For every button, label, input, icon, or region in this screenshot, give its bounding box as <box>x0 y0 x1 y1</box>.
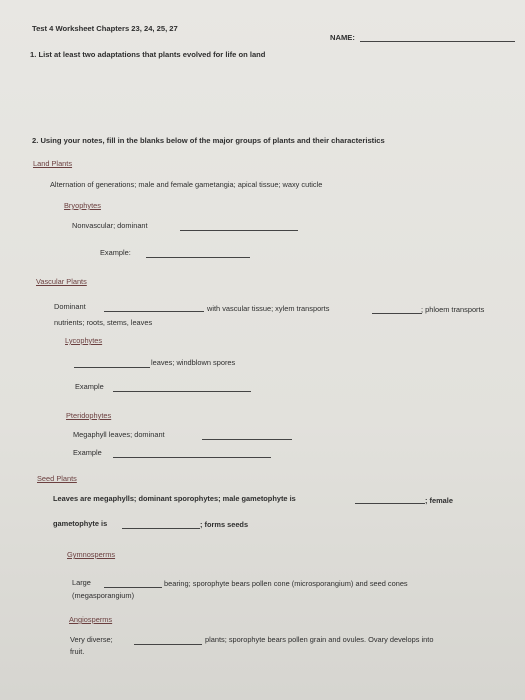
lycophytes-heading: Lycophytes <box>65 336 103 345</box>
land-plants-heading: Land Plants <box>33 159 73 168</box>
name-blank[interactable] <box>360 41 515 42</box>
pteridophytes-line1: Megaphyll leaves; dominant <box>73 430 165 439</box>
vascular-dominant-label: Dominant <box>54 302 86 311</box>
name-label: NAME: <box>330 33 355 42</box>
pteridophytes-example-label: Example <box>73 448 102 457</box>
angiosperms-blank[interactable] <box>134 644 202 645</box>
bryophytes-example-label: Example: <box>100 248 131 257</box>
male-gametophyte-blank[interactable] <box>355 503 425 504</box>
lycophytes-leaves-blank[interactable] <box>74 367 150 368</box>
seed-plants-forms-seeds: ; forms seeds <box>200 520 249 529</box>
pteridophytes-heading: Pteridophytes <box>66 411 112 420</box>
seed-plants-line1: Leaves are megaphylls; dominant sporophytes; male gametophyte is <box>53 494 296 503</box>
gymnosperms-bearing: bearing; sporophyte bears pollen cone (microsporangium) and seed cones <box>164 579 408 588</box>
lycophytes-example-label: Example <box>75 382 104 391</box>
pteridophytes-example-blank[interactable] <box>113 457 271 458</box>
female-gametophyte-blank[interactable] <box>122 528 200 529</box>
angiosperms-plants: plants; sporophyte bears pollen grain and ovules. Ovary develops into <box>205 635 434 644</box>
pteridophytes-dominant-blank[interactable] <box>202 439 292 440</box>
gymnosperms-large: Large <box>72 578 91 587</box>
phloem-text: ; phloem transports <box>421 305 485 314</box>
seed-plants-gametophyte: gametophyte is <box>53 519 108 528</box>
vascular-dominant-blank[interactable] <box>104 311 204 312</box>
seed-plants-heading: Seed Plants <box>37 474 77 483</box>
xylem-blank[interactable] <box>372 313 422 314</box>
gymnosperms-mega: (megasporangium) <box>72 591 135 600</box>
vascular-nutrients: nutrients; roots, stems, leaves <box>54 318 153 327</box>
lycophytes-example-blank[interactable] <box>113 391 251 392</box>
question-2: 2. Using your notes, fill in the blanks below of the major groups of plants and their characteristics <box>32 136 385 145</box>
bryophytes-line1: Nonvascular; dominant <box>72 221 148 230</box>
vascular-plants-heading: Vascular Plants <box>36 277 87 286</box>
land-plants-desc: Alternation of generations; male and female gametangia; apical tissue; waxy cuticle <box>50 180 323 189</box>
gymnosperms-large-blank[interactable] <box>104 587 162 588</box>
seed-plants-female: ; female <box>425 496 453 505</box>
worksheet-title: Test 4 Worksheet Chapters 23, 24, 25, 27 <box>32 24 178 33</box>
bryophytes-example-blank[interactable] <box>146 257 250 258</box>
question-1: 1. List at least two adaptations that plants evolved for life on land <box>30 50 266 59</box>
angiosperms-heading: Angiosperms <box>69 615 113 624</box>
lycophytes-leaves-text: leaves; windblown spores <box>151 358 236 367</box>
vascular-tissue-text: with vascular tissue; xylem transports <box>207 304 330 313</box>
angiosperms-fruit: fruit. <box>70 647 85 656</box>
bryophytes-dominant-blank[interactable] <box>180 230 298 231</box>
gymnosperms-heading: Gymnosperms <box>67 550 116 559</box>
bryophytes-heading: Bryophytes <box>64 201 101 210</box>
angiosperms-very: Very diverse; <box>70 635 113 644</box>
